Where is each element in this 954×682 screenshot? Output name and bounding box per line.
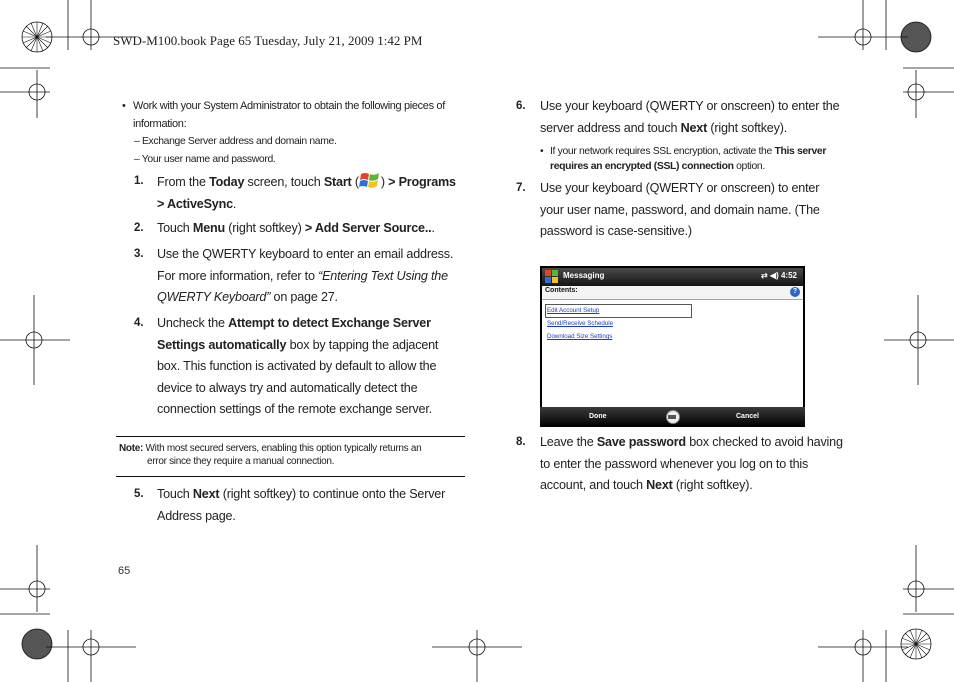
step-text: Touch (157, 487, 193, 501)
step-6-bullet (540, 144, 842, 174)
step-text: (right softkey). (672, 478, 753, 492)
step-number: 3. (134, 248, 144, 260)
step-text: ) (380, 175, 389, 189)
sub-item: – Exchange Server address and domain name. (134, 136, 337, 147)
step-text: ( (351, 175, 359, 189)
step-text: Use your keyboard (QWERTY or onscreen) to enter the server address and touch (540, 99, 840, 135)
step-text: (right softkey) (225, 221, 305, 235)
step-text: Leave the (540, 435, 597, 449)
step-bold: Next (680, 120, 708, 135)
sub-item: – Your user name and password. (134, 154, 276, 165)
step-text: Use the QWERTY keyboard to enter an email address. For more information, refer to (157, 247, 454, 283)
device-screenshot (540, 266, 805, 427)
screen-body (542, 286, 803, 407)
bullet-text (540, 144, 842, 174)
step-text: . (232, 196, 237, 211)
step-text: box checked to avoid having to enter the password whenever you log on to this account, and touch (540, 435, 843, 492)
step-5 (157, 484, 462, 527)
step-number: 1. (134, 175, 144, 187)
step-bold: Save password (596, 435, 686, 449)
step-bold: Next (646, 478, 673, 492)
step-text: Use your keyboard (QWERTY or onscreen) to enter your user name, password, and domain name. (The password is case-sensitive.) (540, 181, 820, 238)
step-bold: This server requires an encrypted (SSL) connection (550, 146, 827, 172)
app-title: Messaging (563, 271, 605, 280)
step-text: . (431, 221, 435, 235)
step-number: 2. (134, 222, 144, 234)
book-header: SWD-M100.book Page 65 Tuesday, July 21, 2009 1:42 PM (113, 33, 423, 48)
status-area (761, 271, 797, 280)
note-text (119, 443, 464, 468)
step-text: on page 27. (270, 290, 338, 304)
title-bar (542, 268, 803, 286)
step-bold: Next (192, 487, 220, 501)
note-line: error since they require a manual connection. (147, 455, 335, 467)
page-number: 65 (118, 565, 131, 577)
download-size-settings-link[interactable]: Download Size Settings (547, 333, 613, 340)
help-icon[interactable]: ? (790, 287, 800, 297)
softkey-bar (540, 407, 805, 427)
volume-icon: ◀) (769, 271, 779, 280)
contents-label: Contents: (545, 287, 578, 294)
bullet-text: Work with your System Administrator to obtain the following pieces of information: (133, 100, 445, 130)
bullet-mark: • (540, 146, 544, 157)
note-line: With most secured servers, enabling this option typically returns an (143, 443, 422, 454)
bullet-mark: • (122, 100, 126, 112)
step-number: 5. (134, 488, 144, 500)
step-1 (157, 171, 462, 215)
step-text: screen, touch (244, 175, 324, 189)
step-2 (157, 218, 462, 240)
connectivity-icon: ⇄ (760, 271, 768, 280)
step-number: 7. (516, 182, 526, 194)
edit-account-setup-link[interactable]: Edit Account Setup (547, 307, 600, 314)
step-bold: Attempt to detect Exchange Server Settings automatically (157, 316, 431, 352)
step-7 (540, 178, 846, 243)
windows-logo-icon (545, 270, 558, 283)
note-label: Note: (119, 443, 144, 454)
step-4 (157, 313, 462, 421)
step-3 (157, 244, 462, 309)
step-text: box by tapping the adjacent box. This function is activated by default to allow the device to always try and automatically detect the connection settings of the remote exchange server. (157, 337, 439, 416)
step-text: Uncheck the (157, 316, 229, 330)
clock: 4:52 (780, 271, 797, 280)
cancel-softkey[interactable]: Cancel (736, 413, 759, 420)
step-6 (540, 96, 846, 139)
step-bold: Menu (192, 221, 225, 235)
sub-item-text: Exchange Server address and domain name. (141, 136, 337, 147)
step-text: option. (733, 161, 765, 172)
step-text: (right softkey). (707, 120, 787, 135)
bullet-item (118, 97, 464, 133)
step-number: 8. (516, 436, 526, 448)
note-box (116, 436, 465, 477)
send-receive-schedule-link[interactable]: Send/Receive Schedule (547, 320, 614, 327)
step-8 (540, 432, 846, 497)
step-number: 4. (134, 317, 144, 329)
step-number: 6. (516, 100, 526, 112)
step-bold: > Add Server Source.. (304, 221, 432, 235)
step-text: From the (157, 175, 210, 189)
keyboard-glyph (668, 415, 676, 419)
step-text: If your network requires SSL encryption, activate the (550, 146, 775, 157)
sub-item-text: Your user name and password. (141, 154, 276, 165)
step-bold: Start (323, 175, 352, 189)
done-softkey[interactable]: Done (589, 413, 607, 420)
step-bold: Today (209, 175, 245, 189)
contents-header (542, 286, 803, 300)
step-text: (right softkey) to continue onto the Server Address page. (157, 487, 446, 523)
step-bold: > Programs > ActiveSync (157, 175, 456, 211)
cross-reference: “Entering Text Using the QWERTY Keyboard” (157, 268, 448, 304)
step-text: Touch (157, 221, 193, 235)
windows-start-icon (359, 171, 381, 191)
